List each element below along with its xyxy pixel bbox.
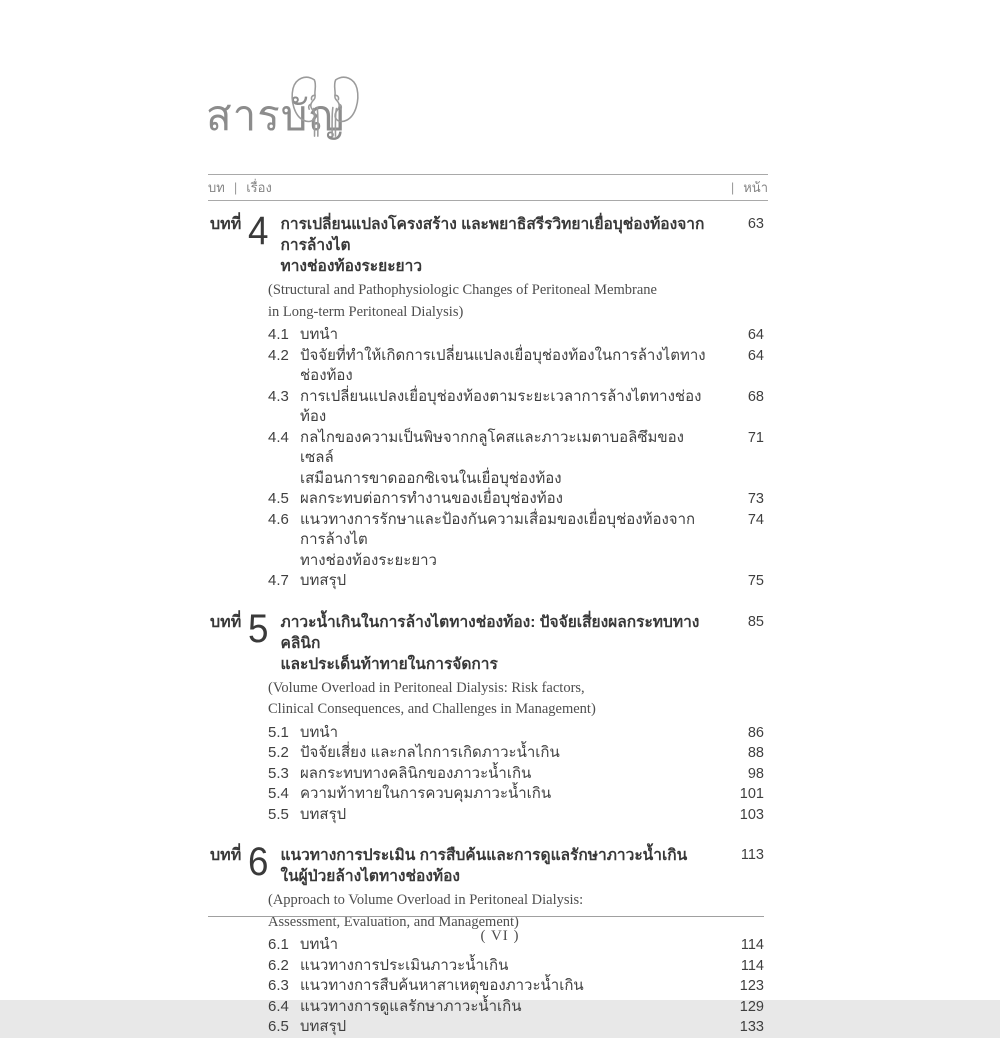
section-title <box>300 743 724 764</box>
section-number: 5.2 <box>268 744 289 761</box>
section-row <box>268 723 764 744</box>
section-title <box>300 387 724 428</box>
section-row <box>268 510 764 572</box>
chapter-title-line1: การเปลี่ยนแปลงโครงสร้าง และพยาธิสรีรวิทยาเยื่อบุช่องท้องจากการล้างไต <box>280 216 705 254</box>
section-title <box>300 976 724 997</box>
chapter-english-subtitle <box>268 280 764 323</box>
section-row <box>268 428 764 490</box>
section-title-text: การเปลี่ยนแปลงเยื่อบุช่องท้องตามระยะเวลาการล้างไตทางช่องท้อง <box>300 387 702 425</box>
header-subject-label: เรื่อง <box>246 180 272 195</box>
chapter-english-subtitle <box>268 890 764 933</box>
chapter-label: บทที่ <box>210 847 242 864</box>
section-title <box>300 346 724 387</box>
chapter-title <box>281 843 725 887</box>
section-title <box>300 764 724 785</box>
section-title <box>300 428 724 490</box>
section-page-number: 98 <box>747 765 764 782</box>
section-title-text: แนวทางการรักษาและป้องกันความเสื่อมของเยื่อบุช่องท้องจากการล้างไต <box>300 510 696 548</box>
section-page-number: 73 <box>747 491 764 507</box>
section-title-text: บทสรุป <box>300 805 347 823</box>
chapter-label: บทที่ <box>210 216 242 233</box>
section-title-text: บทสรุป <box>300 572 347 589</box>
chapter-title <box>281 212 725 277</box>
section-title <box>300 805 724 826</box>
chapter-number: 5 <box>248 606 269 651</box>
header-separator: | <box>233 180 238 195</box>
section-page-number: 129 <box>739 998 764 1015</box>
chapter-label: บทที่ <box>210 613 242 631</box>
section-number: 6.5 <box>268 1018 289 1035</box>
chapter-entry-4 <box>208 209 764 592</box>
section-title-text: ผลกระทบทางคลินิกของภาวะน้ำเกิน <box>300 764 532 782</box>
header-page-label: หน้า <box>743 180 768 195</box>
section-page-number: 71 <box>747 429 764 446</box>
section-row <box>268 346 764 387</box>
section-number: 4.2 <box>268 346 289 364</box>
section-row <box>268 784 764 805</box>
section-title-text: บทนำ <box>300 936 339 953</box>
section-title-text: บทสรุป <box>300 1018 347 1035</box>
chapter-english-line1: (Approach to Volume Overload in Peritoneal Dialysis: <box>268 892 584 908</box>
chapter-english-line2: Assessment, Evaluation, and Management) <box>268 913 519 930</box>
section-title <box>300 571 724 592</box>
chapter-number: 4 <box>248 209 269 253</box>
section-row <box>268 387 764 428</box>
section-title-line2: เสมือนการขาดออกซิเจนในเยื่อบุช่องท้อง <box>300 469 562 487</box>
section-page-number: 68 <box>747 388 764 405</box>
section-number: 6.3 <box>268 977 289 994</box>
toc-header-left <box>208 177 272 198</box>
section-title <box>300 956 724 977</box>
section-title-text: ความท้าทายในการควบคุมภาวะน้ำเกิน <box>300 785 552 802</box>
section-page-number: 114 <box>740 957 764 974</box>
section-row <box>268 489 764 510</box>
toc-header-row <box>208 174 768 201</box>
section-page-number: 75 <box>747 573 764 589</box>
section-list <box>268 935 764 1038</box>
section-number: 4.3 <box>268 387 289 405</box>
section-page-number: 123 <box>739 978 764 994</box>
section-page-number: 64 <box>747 327 764 343</box>
header-separator: | <box>730 180 735 195</box>
chapter-english-line2: Clinical Consequences, and Challenges in Management) <box>268 701 596 717</box>
section-number: 4.1 <box>268 326 289 343</box>
section-title-text: ปัจจัยที่ทำให้เกิดการเปลี่ยนแปลงเยื่อบุช่องท้องในการล้างไตทางช่องท้อง <box>300 346 706 384</box>
chapter-page-number: 113 <box>740 847 764 863</box>
section-title-text: กลไกของความเป็นพิษจากกลูโคสและภาวะเมตาบอลิซึมของเซลล์ <box>300 428 685 466</box>
chapter-heading <box>208 606 764 675</box>
section-number: 6.4 <box>268 997 289 1015</box>
kidneys-icon <box>291 76 359 145</box>
section-row <box>268 997 764 1018</box>
section-number: 6.2 <box>268 956 289 974</box>
chapter-number: 6 <box>248 840 269 884</box>
section-title <box>300 1017 724 1038</box>
chapter-title <box>281 610 725 675</box>
chapter-title-line2: ทางช่องท้องระยะยาว <box>280 258 423 275</box>
chapter-title-line1: แนวทางการประเมิน การสืบค้นและการดูแลรักษาภาวะน้ำเกิน <box>280 847 688 864</box>
chapter-english-line1: (Volume Overload in Peritoneal Dialysis: Risk factors, <box>268 679 585 696</box>
chapter-english-line1: (Structural and Pathophysiologic Changes of Peritoneal Membrane <box>268 282 657 298</box>
page-title: สารบัญ <box>206 92 346 139</box>
section-page-number: 114 <box>740 937 764 953</box>
section-list <box>268 723 764 826</box>
section-title <box>300 325 724 346</box>
chapter-page-number: 63 <box>747 216 764 232</box>
section-title-text: ผลกระทบต่อการทำงานของเยื่อบุช่องท้อง <box>300 490 563 507</box>
section-row <box>268 976 764 997</box>
section-page-number: 101 <box>739 786 764 802</box>
section-number: 5.3 <box>268 764 289 782</box>
section-number: 5.5 <box>268 805 289 823</box>
chapter-heading <box>208 840 764 887</box>
toc-body <box>208 200 764 1038</box>
footer-rule <box>208 916 764 917</box>
section-number: 6.1 <box>268 936 289 953</box>
section-row <box>268 325 764 346</box>
chapter-heading <box>208 209 764 277</box>
section-title <box>300 489 724 510</box>
section-number: 4.6 <box>268 510 289 528</box>
section-row <box>268 571 764 592</box>
chapter-title-line1: ภาวะน้ำเกินในการล้างไตทางช่องท้อง: ปัจจัยเสี่ยงผลกระทบทางคลินิก <box>280 613 700 652</box>
chapter-entry-5 <box>208 606 764 826</box>
section-number: 4.7 <box>268 572 289 589</box>
section-page-number: 133 <box>739 1019 764 1035</box>
section-title <box>300 723 724 744</box>
section-row <box>268 805 764 826</box>
chapter-english-subtitle <box>268 678 764 721</box>
section-list <box>268 325 764 592</box>
section-number: 5.4 <box>268 785 289 802</box>
toc-header-right <box>731 177 768 198</box>
header-chapter-label: บท <box>208 180 225 195</box>
section-row <box>268 956 764 977</box>
section-title-text: ปัจจัยเสี่ยง และกลไกการเกิดภาวะน้ำเกิน <box>300 744 560 761</box>
section-title <box>300 510 724 572</box>
chapter-title-line2: ในผู้ป่วยล้างไตทางช่องท้อง <box>280 868 460 885</box>
section-title-text: บทนำ <box>300 326 339 343</box>
section-title-line2: ทางช่องท้องระยะยาว <box>300 551 437 569</box>
section-title <box>300 997 724 1018</box>
chapter-title-line2: และประเด็นท้าทายในการจัดการ <box>280 655 498 673</box>
section-page-number: 103 <box>739 806 764 823</box>
footer-page-number: ( VI ) <box>480 928 520 944</box>
section-row <box>268 764 764 785</box>
section-title <box>300 784 724 805</box>
section-row <box>268 743 764 764</box>
section-number: 4.4 <box>268 428 289 446</box>
section-title-text: บทนำ <box>300 723 339 741</box>
section-number: 5.1 <box>268 723 289 741</box>
chapter-page-number: 85 <box>747 613 764 630</box>
section-number: 4.5 <box>268 490 289 507</box>
section-page-number: 74 <box>747 511 764 528</box>
section-title-text: แนวทางการดูแลรักษาภาวะน้ำเกิน <box>300 997 522 1015</box>
section-page-number: 88 <box>747 745 764 761</box>
section-page-number: 64 <box>747 347 764 364</box>
section-page-number: 86 <box>747 724 764 741</box>
chapter-english-line2: in Long-term Peritoneal Dialysis) <box>268 303 464 320</box>
section-row <box>268 1017 764 1038</box>
section-title-text: แนวทางการสืบค้นหาสาเหตุของภาวะน้ำเกิน <box>300 977 584 994</box>
section-title-text: แนวทางการประเมินภาวะน้ำเกิน <box>300 956 509 974</box>
